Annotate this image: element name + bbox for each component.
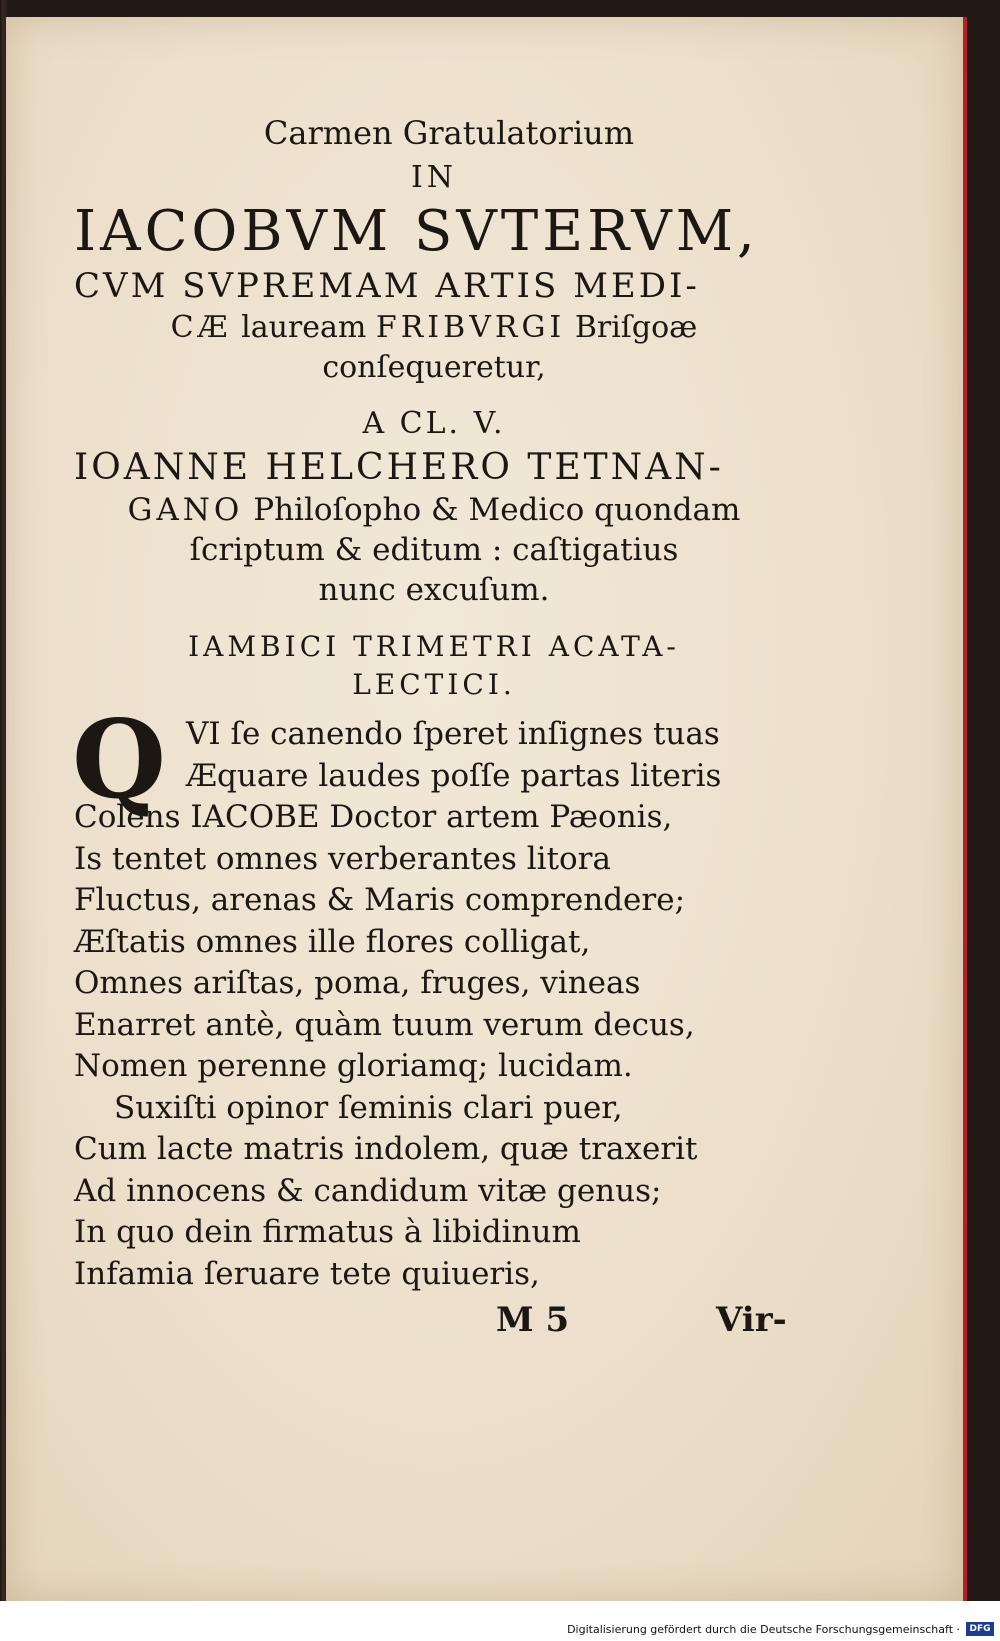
heading-carmen: Carmen Gratulatorium: [263, 114, 635, 152]
heading-scriptum: ſcriptum & editum : caſtigatius: [189, 532, 679, 568]
heading-cum-line: CVM SVPREMAM ARTIS MEDI-: [74, 266, 700, 306]
heading-friburgi: FRIBVRGI: [375, 310, 566, 345]
heading-cae: CÆ: [170, 310, 232, 345]
heading-laurea-line: [74, 308, 794, 348]
heading-gano-rest: Philoſopho & Medico quondam: [253, 492, 741, 528]
heading-iambici-1: IAMBICI TRIMETRI ACATA-: [188, 630, 680, 663]
catchword: Vir-: [716, 1300, 787, 1340]
heading-in: IN: [410, 160, 458, 195]
signature-mark: M 5: [496, 1300, 570, 1340]
poem-line: Suxiſti opinor ſeminis clari puer,: [114, 1089, 623, 1126]
poem-body: [72, 697, 794, 1295]
poem-line: Æquare laudes poſſe partas literis: [186, 757, 722, 794]
heading-nunc: nunc excuſum.: [318, 572, 550, 608]
poem-line: Omnes ariſtas, poma, fruges, vineas: [74, 965, 641, 1001]
poem-line: Fluctus, arenas & Maris comprendere;: [74, 882, 686, 918]
heading-consequeretur: conſequeretur,: [322, 350, 546, 385]
heading-ioanne: IOANNE HELCHERO TETNAN-: [74, 447, 724, 488]
poem-line: Is tentet omnes verberantes litora: [74, 840, 611, 877]
poem-line: Nomen perenne gloriamq; lucidam.: [74, 1048, 633, 1084]
poem-line: Infamia ſeruare tete quiueris,: [74, 1255, 540, 1292]
page-text: [74, 112, 794, 1295]
poem-line: Æſtatis omnes ille flores colligat,: [74, 923, 591, 960]
poem-line: VI ſe canendo ſperet inſignes tuas: [186, 716, 720, 752]
poem-line: Ad innocens & candidum vitæ genus;: [74, 1172, 662, 1209]
page-footer: [6, 1300, 956, 1350]
heading-gano-line: [74, 490, 794, 530]
heading-laurea: lauream: [241, 310, 367, 345]
heading-brisgoae: Briſgoæ: [574, 310, 698, 345]
heading-iambici-2: LECTICI.: [352, 668, 516, 701]
poem-line: Colens IACOBE Doctor artem Pæonis,: [74, 799, 673, 835]
attribution-bar: [0, 1601, 1000, 1641]
heading-name: IACOBVM SVTERVM,: [74, 199, 759, 264]
heading-gano: GANO: [127, 492, 244, 528]
attribution-text: Digitalisierung gefördert durch die Deutsche Forschungsgemeinschaft ·: [567, 1623, 960, 1636]
drop-capital: Q: [72, 697, 167, 823]
poem-line: Enarret antè, quàm tuum verum decus,: [74, 1006, 695, 1043]
dfg-logo-icon: DFG: [966, 1622, 994, 1636]
poem-line: Cum lacte matris indolem, quæ traxerit: [74, 1131, 698, 1167]
poem-line: In quo dein firmatus à libidinum: [74, 1214, 581, 1250]
heading-acl: A CL. V.: [362, 406, 506, 441]
book-page: [6, 17, 967, 1604]
